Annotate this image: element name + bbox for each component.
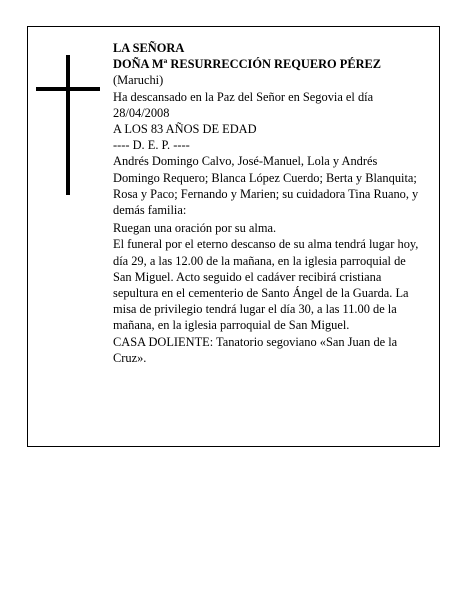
notice-title: LA SEÑORA	[113, 41, 185, 55]
age-at-death: A LOS 83 AÑOS DE EDAD	[113, 122, 257, 137]
rip-line: ---- D. E. P. ----	[113, 138, 190, 153]
family-members: Andrés Domingo Calvo, José-Manuel, Lola y Andrés Domingo Requero; Blanca López Cuerdo; Berta y Blanquita; Rosa y Paco; Fernando y Marien; su cuidadora Tina Ruano, y demás familia:	[113, 154, 419, 218]
cross-icon	[66, 55, 70, 195]
prayer-request: Ruegan una oración por su alma.	[113, 221, 277, 236]
deceased-nickname: (Maruchi)	[113, 73, 164, 88]
funeral-home: CASA DOLIENTE: Tanatorio segoviano «San Juan de la Cruz».	[113, 334, 398, 365]
obituary-text	[113, 40, 425, 366]
death-statement: Ha descansado en la Paz del Señor en Segovia el día 28/04/2008	[113, 89, 374, 120]
funeral-details: El funeral por el eterno descanso de su alma tendrá lugar hoy, día 29, a las 12.00 de la mañana, en la iglesia parroquial de San Miguel. Acto seguido el cadáver recibirá cristiana sepultura en el cementerio de Santo Ángel de la Guarda. La misa de privilegio tendrá lugar el día 30, a las 11.00 de la mañana, en la iglesia parroquial de San Miguel.	[113, 237, 419, 333]
deceased-name: DOÑA Mª RESURRECCIÓN REQUERO PÉREZ	[113, 57, 382, 72]
cross-icon-crossbar	[36, 87, 100, 91]
